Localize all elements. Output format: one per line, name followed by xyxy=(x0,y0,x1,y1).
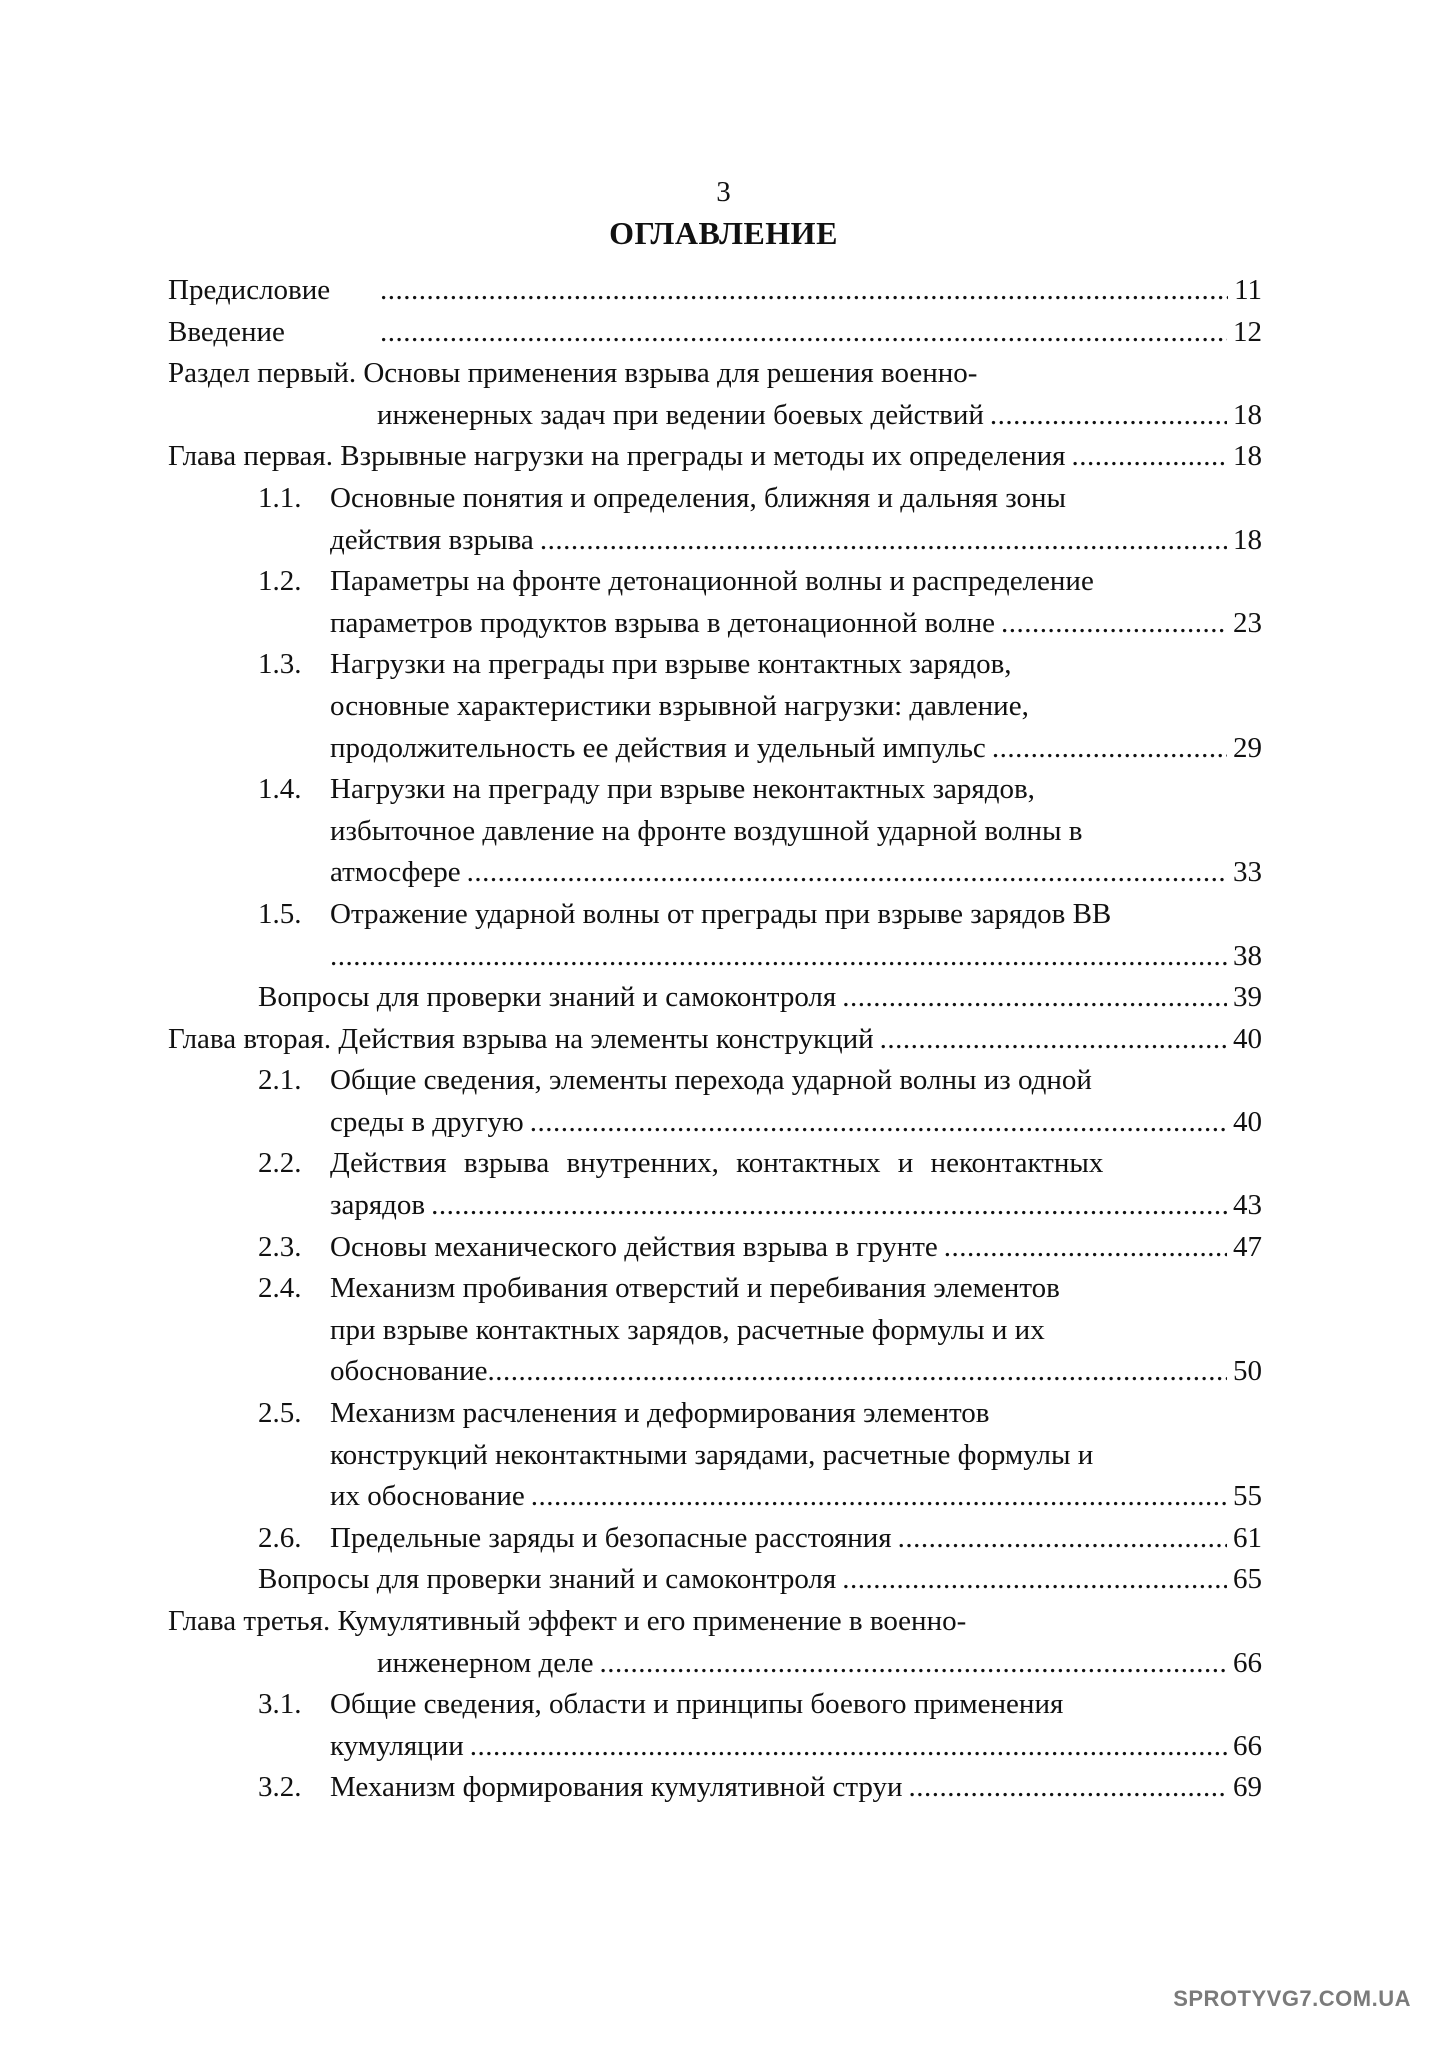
toc-page-number: 33 xyxy=(1233,856,1262,889)
toc-leader-dots xyxy=(990,395,1227,437)
toc-entry-label: Общие сведения, элементы перехода ударной волны из одной xyxy=(330,1064,1092,1097)
toc-entry xyxy=(168,1102,1262,1144)
toc-entry-number: 2.4. xyxy=(258,1272,302,1305)
toc-entry xyxy=(168,478,1262,520)
toc-entry xyxy=(168,1143,1262,1185)
toc-page-number: 18 xyxy=(1233,523,1262,556)
toc-entry-number: 2.3. xyxy=(258,1230,302,1263)
toc-page-number: 11 xyxy=(1234,274,1262,306)
toc-leader-dots xyxy=(487,1351,1227,1393)
toc-entry xyxy=(168,1601,1262,1643)
toc-entry xyxy=(168,1559,1262,1601)
toc-entry-label: основные характеристики взрывной нагрузки: давление, xyxy=(330,689,1029,722)
toc-entry xyxy=(168,769,1262,811)
toc-entry-label: кумуляции xyxy=(330,1729,464,1762)
toc-leader-dots xyxy=(431,1185,1227,1227)
toc-entry xyxy=(168,520,1262,562)
toc-entry-label: продолжительность ее действия и удельный импульс xyxy=(330,731,986,764)
toc-page-number: 69 xyxy=(1233,1771,1262,1804)
toc-entry-label: параметров продуктов взрыва в детонационной волне xyxy=(330,606,995,639)
toc-entry-label: Отражение ударной волны от преграды при взрыве зарядов ВВ xyxy=(330,897,1112,930)
toc-entry-label: инженерном деле xyxy=(377,1646,594,1679)
toc-leader-dots xyxy=(530,1102,1227,1144)
toc-page-number: 43 xyxy=(1233,1189,1262,1222)
toc-page-number: 29 xyxy=(1233,731,1262,764)
toc-entry-label: среды в другую xyxy=(330,1105,524,1138)
toc-entry xyxy=(168,1019,1262,1061)
toc-page-number: 40 xyxy=(1233,1022,1262,1055)
toc-entry-label: инженерных задач при ведении боевых действий xyxy=(377,398,984,431)
toc-entry xyxy=(168,1435,1262,1477)
toc-entry xyxy=(168,1643,1262,1685)
toc-entry-label: Предельные заряды и безопасные расстояния xyxy=(330,1521,892,1554)
toc-leader-dots xyxy=(470,1726,1227,1768)
toc-entry xyxy=(168,353,1262,395)
toc-entry-label: Предисловие xyxy=(168,274,331,306)
toc-leader-dots xyxy=(842,977,1227,1019)
toc-entry-label: Нагрузки на преграду при взрыве неконтактных зарядов, xyxy=(330,773,1035,806)
toc-leader-dots xyxy=(909,1767,1228,1809)
toc-leader-dots xyxy=(540,520,1227,562)
toc-entry-number: 1.3. xyxy=(258,648,302,681)
toc-entry-label: Вопросы для проверки знаний и самоконтроля xyxy=(258,981,837,1014)
toc-entry-number: 3.2. xyxy=(258,1771,302,1804)
toc-leader-dots xyxy=(992,728,1227,770)
toc-leader-dots xyxy=(380,312,1227,354)
toc-entry-label: Глава вторая. Действия взрыва на элементы конструкций xyxy=(168,1022,874,1055)
toc-entry-label: Основные понятия и определения, ближняя и дальняя зоны xyxy=(330,481,1067,514)
toc-entry-number: 1.1. xyxy=(258,481,302,514)
toc-entry-number: 2.2. xyxy=(258,1147,302,1180)
toc-entry-number: 2.5. xyxy=(258,1397,302,1430)
toc-entry xyxy=(168,894,1262,936)
toc-entry-label: Действия взрыва внутренних, контактных и неконтактных xyxy=(330,1147,1104,1180)
toc-entry xyxy=(168,395,1262,437)
toc-entry xyxy=(168,1310,1262,1352)
toc-entry xyxy=(168,1726,1262,1768)
toc-leader-dots xyxy=(330,936,1227,978)
toc-entry xyxy=(168,1227,1262,1269)
toc-entry xyxy=(168,686,1262,728)
toc-entry xyxy=(168,728,1262,770)
toc-page-number: 40 xyxy=(1233,1105,1262,1138)
toc-leader-dots xyxy=(842,1559,1227,1601)
toc-entry-label: зарядов xyxy=(330,1189,426,1222)
toc-entry-label: Механизм пробивания отверстий и перебивания элементов xyxy=(330,1272,1060,1305)
toc-entry-label: при взрыве контактных зарядов, расчетные формулы и их xyxy=(330,1313,1045,1346)
toc-entry-number: 1.4. xyxy=(258,773,302,806)
toc-entry xyxy=(168,312,1262,354)
toc-leader-dots xyxy=(600,1643,1228,1685)
toc-entry xyxy=(168,644,1262,686)
toc-page-number: 65 xyxy=(1233,1563,1262,1596)
toc-page-number: 55 xyxy=(1233,1480,1262,1513)
toc-entry-label: Раздел первый. Основы применения взрыва для решения военно- xyxy=(168,357,978,390)
toc-entry-label: Механизм расчленения и деформирования элементов xyxy=(330,1397,990,1430)
toc-entry xyxy=(168,561,1262,603)
toc-entry xyxy=(168,1060,1262,1102)
toc-entry-number: 3.1. xyxy=(258,1688,302,1721)
toc-leader-dots xyxy=(467,852,1227,894)
toc-entry xyxy=(168,1518,1262,1560)
toc-entry xyxy=(168,436,1262,478)
toc-entry xyxy=(168,1684,1262,1726)
page-title: ОГЛАВЛЕНИЕ xyxy=(609,215,838,251)
toc-entry xyxy=(168,1393,1262,1435)
toc-page-number: 18 xyxy=(1233,440,1262,473)
toc-entry-number: 2.1. xyxy=(258,1064,302,1097)
toc-entry xyxy=(168,1351,1262,1393)
toc-entry-label: Введение xyxy=(168,315,285,348)
toc-entry-label: Глава первая. Взрывные нагрузки на преграды и методы их определения xyxy=(168,440,1066,473)
toc-entry-label: Параметры на фронте детонационной волны и распределение xyxy=(330,565,1094,598)
toc-entry-label: избыточное давление на фронте воздушной ударной волны в xyxy=(330,814,1083,847)
toc-entry-number: 2.6. xyxy=(258,1521,302,1554)
toc-entry-label: атмосфере xyxy=(330,856,461,889)
toc-page-number: 18 xyxy=(1233,398,1262,431)
toc-page-number: 50 xyxy=(1233,1355,1262,1388)
toc-leader-dots xyxy=(1071,436,1227,478)
toc-entry xyxy=(168,1268,1262,1310)
toc-entry-number: 1.2. xyxy=(258,565,302,598)
toc-entry-label: Глава третья. Кумулятивный эффект и его применение в военно- xyxy=(168,1605,967,1637)
toc-entry-label: Механизм формирования кумулятивной струи xyxy=(330,1771,903,1804)
toc-entry-label: Вопросы для проверки знаний и самоконтроля xyxy=(258,1563,837,1596)
toc-entry-label: действия взрыва xyxy=(330,523,534,556)
toc-entry xyxy=(168,1185,1262,1227)
table-of-contents xyxy=(168,270,1262,1809)
toc-entry-label: их обоснование xyxy=(330,1480,525,1513)
toc-entry-label: обоснование xyxy=(330,1355,488,1388)
toc-page-number: 38 xyxy=(1233,939,1262,972)
toc-page-number: 61 xyxy=(1233,1521,1262,1554)
toc-entry xyxy=(168,603,1262,645)
toc-entry-label: Общие сведения, области и принципы боевого применения xyxy=(330,1688,1064,1721)
toc-page-number: 39 xyxy=(1233,981,1262,1014)
toc-leader-dots xyxy=(898,1518,1227,1560)
toc-page-number: 47 xyxy=(1233,1230,1262,1263)
toc-page-number: 66 xyxy=(1233,1729,1262,1762)
toc-page-number: 12 xyxy=(1233,315,1262,348)
toc-leader-dots xyxy=(880,1019,1227,1061)
toc-leader-dots xyxy=(380,270,1228,312)
toc-entry xyxy=(168,936,1262,978)
toc-entry xyxy=(168,977,1262,1019)
toc-entry xyxy=(168,1476,1262,1518)
toc-entry xyxy=(168,811,1262,853)
toc-entry-label: Нагрузки на преграды при взрыве контактных зарядов, xyxy=(330,648,1012,681)
toc-entry-label: Основы механического действия взрыва в грунте xyxy=(330,1230,938,1263)
toc-leader-dots xyxy=(1001,603,1227,645)
watermark: SPROTYVG7.COM.UA xyxy=(1173,1986,1411,2011)
toc-page-number: 66 xyxy=(1233,1646,1262,1679)
toc-leader-dots xyxy=(944,1227,1227,1269)
toc-page-number: 23 xyxy=(1233,606,1262,639)
toc-entry-label: конструкций неконтактными зарядами, расчетные формулы и xyxy=(330,1438,1094,1471)
toc-entry xyxy=(168,852,1262,894)
page-number: 3 xyxy=(716,176,731,208)
toc-leader-dots xyxy=(531,1476,1227,1518)
toc-entry-number: 1.5. xyxy=(258,897,302,930)
toc-entry xyxy=(168,270,1262,312)
toc-entry xyxy=(168,1767,1262,1809)
